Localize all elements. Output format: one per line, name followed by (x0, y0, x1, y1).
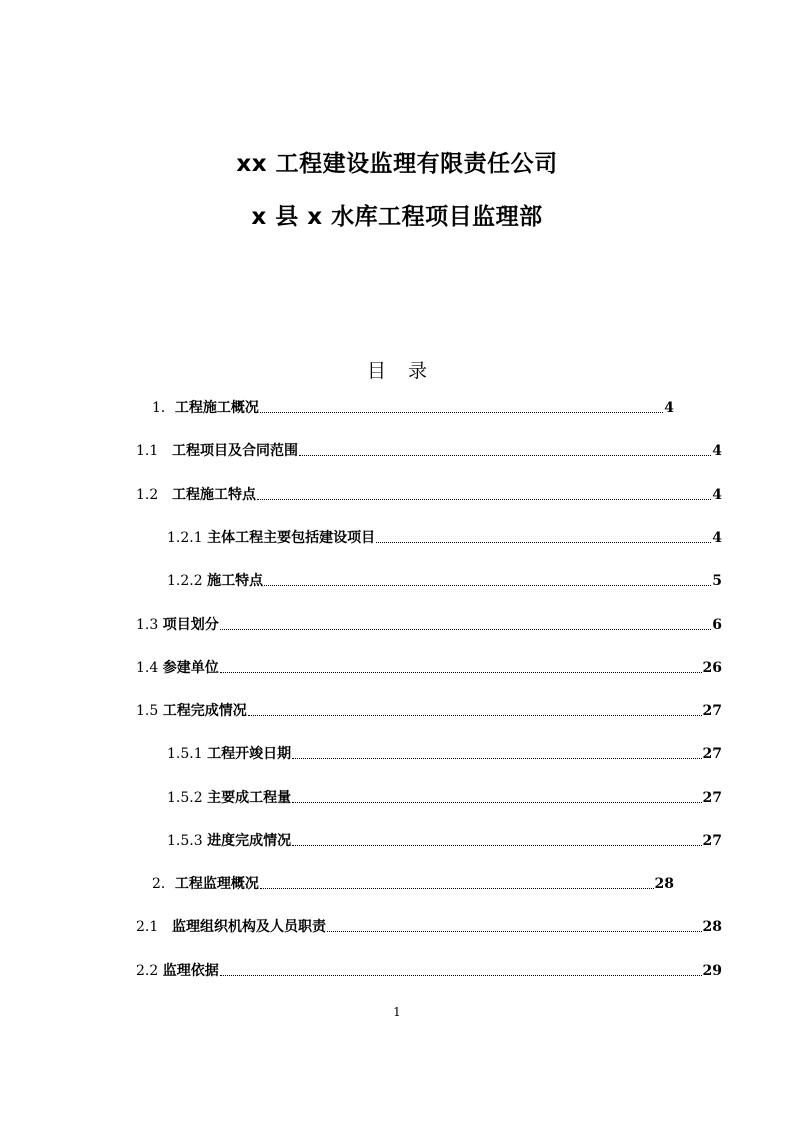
toc-entry-number: 2.2 (136, 963, 163, 979)
toc-entry-label: 工程项目及合同范围 (172, 443, 298, 459)
toc-entry-label: 项目划分 (162, 617, 219, 633)
toc-entry-number: 1.2.1 (167, 530, 208, 546)
toc-entry-page: 27 (702, 703, 722, 719)
toc-entry-label: 工程监理概况 (174, 876, 259, 892)
toc-entry-label: 工程施工概况 (174, 400, 259, 416)
department-name: x 县 x 水库工程项目监理部 (251, 204, 543, 230)
toc-entry[interactable] (167, 789, 722, 807)
toc-entry-label: 参建单位 (162, 660, 219, 676)
toc-leader (292, 802, 701, 803)
toc-leader (220, 629, 712, 630)
toc-leader (264, 585, 711, 586)
toc-leader (327, 931, 702, 932)
toc-leader (260, 888, 654, 889)
toc-entry-number: 1.5 (136, 703, 163, 719)
toc-leader (220, 975, 702, 976)
toc-entry[interactable] (136, 486, 722, 504)
toc-leader (292, 758, 701, 759)
toc-entry-page: 27 (702, 790, 722, 806)
toc-entry-label: 监理组织机构及人员职责 (172, 919, 326, 935)
toc-leader (376, 542, 711, 543)
toc-entry[interactable] (136, 962, 722, 980)
toc-leader (292, 845, 701, 846)
toc-entry-label: 施工特点 (207, 573, 264, 589)
toc-entry-page: 26 (702, 660, 722, 676)
toc-entry-page: 28 (702, 919, 722, 935)
toc-leader (248, 715, 702, 716)
toc-leader (257, 499, 711, 500)
toc-entry-label: 工程施工特点 (172, 487, 256, 503)
toc-entry-number: 2． (152, 876, 175, 892)
toc-entry[interactable] (136, 918, 722, 936)
toc-entry[interactable] (136, 442, 722, 460)
toc-entry-number: 1.3 (136, 617, 163, 633)
toc-entry-label: 主要成工程量 (207, 790, 292, 806)
toc-entry-number: 2.1 (136, 919, 159, 935)
toc-leader (260, 412, 663, 413)
toc-entry-page: 4 (712, 443, 722, 459)
toc-entry-number: 1． (152, 400, 175, 416)
page-number: 1 (393, 1005, 401, 1019)
toc-entry-page: 27 (702, 833, 722, 849)
toc-entry[interactable] (136, 659, 722, 677)
toc-entry-page: 29 (702, 963, 722, 979)
toc-entry-number: 1.5.2 (167, 790, 208, 806)
toc-entry-page: 4 (712, 530, 722, 546)
toc-entry-label: 工程完成情况 (162, 703, 247, 719)
toc-entry-label: 进度完成情况 (207, 833, 292, 849)
toc-entry-page: 4 (712, 487, 722, 503)
toc-heading: 目录 (366, 360, 449, 382)
toc-entry[interactable] (136, 616, 722, 634)
toc-entry-number: 1.2 (136, 487, 159, 503)
toc-entry[interactable] (152, 875, 674, 893)
toc-entry[interactable] (152, 399, 674, 417)
toc-entry-number: 1.2.2 (167, 573, 208, 589)
toc-entry-number: 1.5.3 (167, 833, 208, 849)
company-name: xx 工程建设监理有限责任公司 (236, 151, 558, 177)
toc-entry-page: 5 (712, 573, 722, 589)
toc-entry-page: 4 (664, 400, 674, 416)
toc-entry-label: 工程开竣日期 (207, 746, 292, 762)
toc-entry-number: 1.5.1 (167, 746, 208, 762)
toc-entry[interactable] (167, 832, 722, 850)
toc-entry-number: 1.1 (136, 443, 159, 459)
toc-entry-number: 1.4 (136, 660, 163, 676)
toc-entry-label: 监理依据 (162, 963, 219, 979)
toc-entry[interactable] (136, 702, 722, 720)
toc-entry[interactable] (167, 572, 722, 590)
toc-entry-page: 27 (702, 746, 722, 762)
toc-entry[interactable] (167, 529, 722, 547)
toc-entry[interactable] (167, 745, 722, 763)
toc-leader (220, 672, 702, 673)
toc-entry-page: 28 (654, 876, 674, 892)
toc-entry-label: 主体工程主要包括建设项目 (207, 530, 376, 546)
toc-entry-page: 6 (712, 617, 722, 633)
toc-leader (299, 455, 711, 456)
